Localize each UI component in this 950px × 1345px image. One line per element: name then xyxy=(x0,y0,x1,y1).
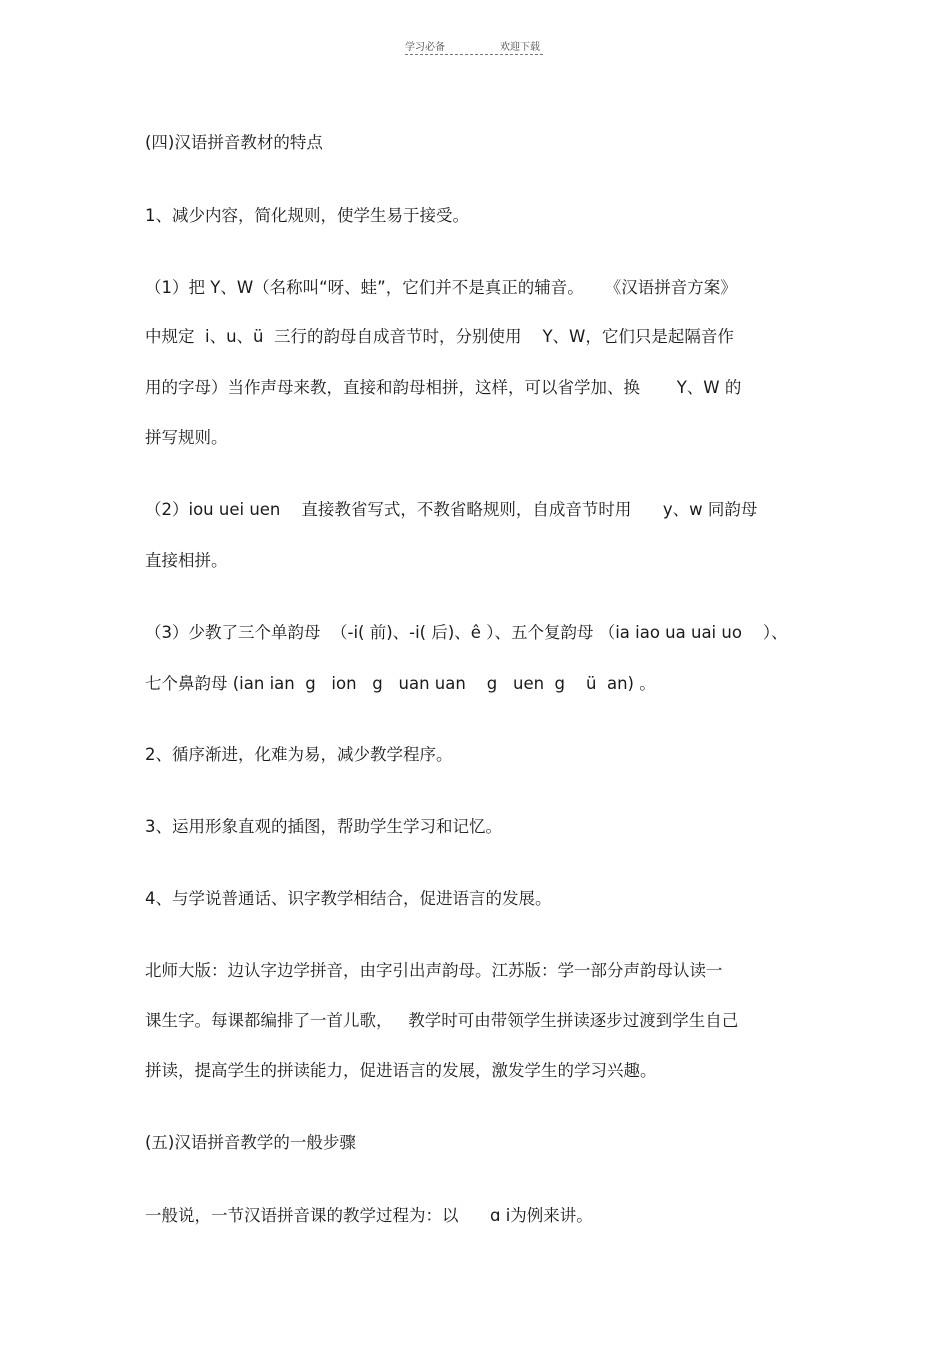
para-1-line-3: 用的字母）当作声母来教，直接和韵母相拼，这样，可以省学加、换 Y、W 的 xyxy=(145,378,742,397)
point-2: 2、循序渐进，化难为易，减少教学程序。 xyxy=(145,745,453,764)
point-3: 3、运用形象直观的插图，帮助学生学习和记忆。 xyxy=(145,817,502,836)
para-4-line-1: 北师大版：边认字边学拼音，由字引出声韵母。江苏版：学一部分声韵母认读一 xyxy=(145,961,723,980)
header-right-text: 欢迎下载 xyxy=(500,42,540,53)
section-heading-5: (五)汉语拼音教学的一般步骤 xyxy=(145,1133,356,1152)
point-4: 4、与学说普通话、识字教学相结合，促进语言的发展。 xyxy=(145,889,552,908)
para-1-line-2: 中规定 i、u、ü 三行的韵母自成音节时，分别使用 Y、W，它们只是起隔音作 xyxy=(145,327,734,346)
para-1-line-1: （1）把 Y、W（名称叫“呀、蛙”，它们并不是真正的辅音。 《汉语拼音方案》 xyxy=(145,278,737,297)
para-3-line-1: （3）少教了三个单韵母 （-i( 前)、-i( 后)、ê ）、五个复韵母 （ia iao ua uai uo ）、 xyxy=(145,623,788,642)
para-1-line-4: 拼写规则。 xyxy=(145,428,228,447)
point-1: 1、减少内容，简化规则，使学生易于接受。 xyxy=(145,206,469,225)
para-4-line-3: 拼读，提高学生的拼读能力，促进语言的发展，激发学生的学习兴趣。 xyxy=(145,1061,657,1080)
header-left-text: 学习必备 xyxy=(405,42,445,53)
para-2-line-2: 直接相拼。 xyxy=(145,551,228,570)
para-5-line-1: 一般说，一节汉语拼音课的教学过程为：以 ɑ i为例来讲。 xyxy=(145,1206,593,1225)
para-2-line-1: （2）iou uei uen 直接教省写式，不教省略规则，自成音节时用 y、w 同韵母 xyxy=(145,500,758,519)
page-header xyxy=(405,38,545,58)
section-heading-4: (四)汉语拼音教材的特点 xyxy=(145,133,323,152)
para-3-line-2: 七个鼻韵母 (ian ian g ion g uan uan g uen g ü an) 。 xyxy=(145,674,656,693)
header-dashed-rule xyxy=(405,54,543,55)
para-4-line-2: 课生字。每课都编排了一首儿歌， 教学时可由带领学生拼读逐步过渡到学生自己 xyxy=(145,1011,739,1030)
